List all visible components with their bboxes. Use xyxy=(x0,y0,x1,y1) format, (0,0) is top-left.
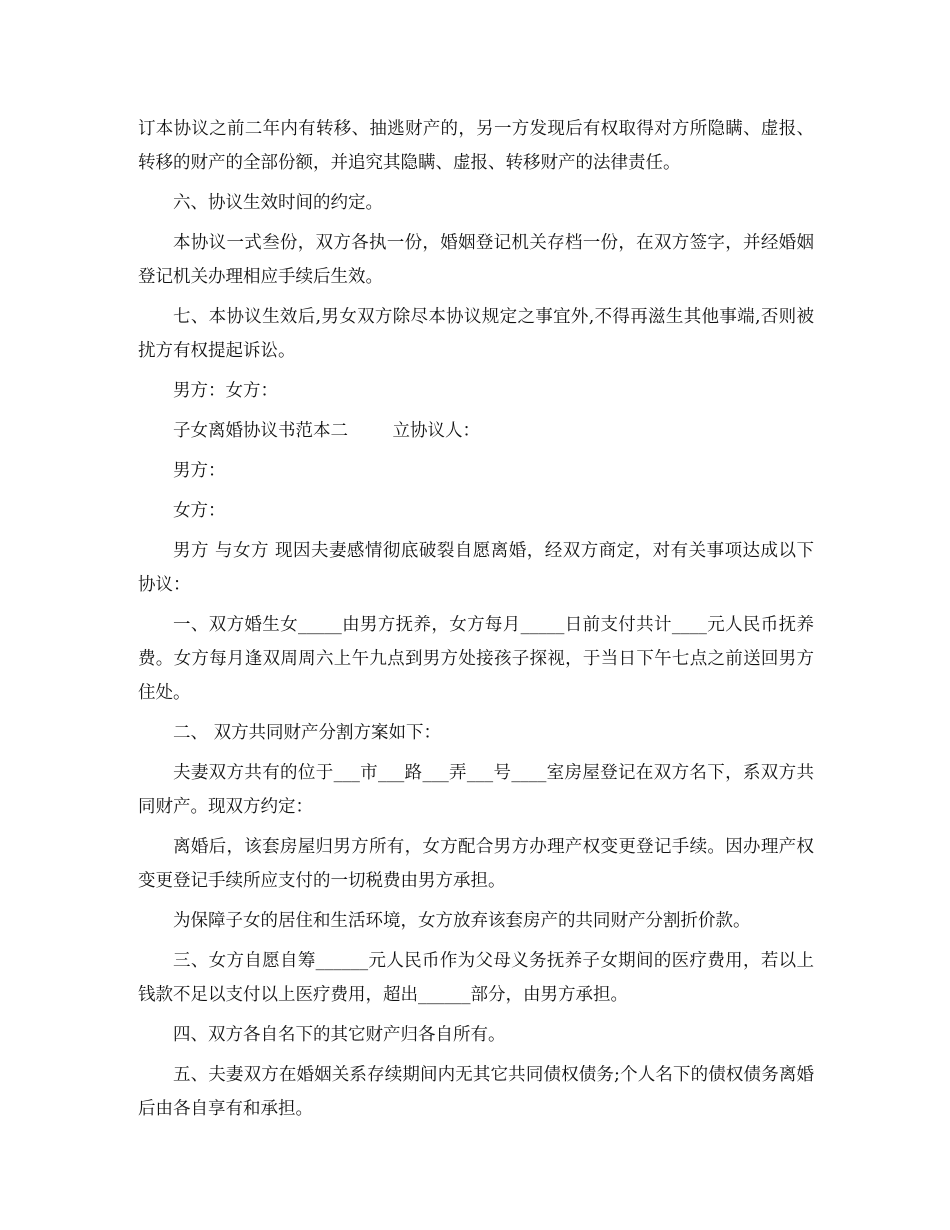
paragraph: 订本协议之前二年内有转移、抽逃财产的，另一方发现后有权取得对方所隐瞒、虚报、转移的财产的全部份额，并追究其隐瞒、虚报、转移财产的法律责任。 xyxy=(138,119,814,173)
party-male: 男方： xyxy=(173,461,226,481)
paragraph: 本协议一式叁份，双方各执一份，婚姻登记机关存档一份，在双方签字，并经婚姻登记机关办理相应手续后生效。 xyxy=(138,233,814,287)
clause-paragraph: 四、双方各自名下的其它财产归各自所有。 xyxy=(173,1025,506,1045)
paragraph: 七、本协议生效后,男女双方除尽本协议规定之事宜外,不得再滋生其他事端,否则被扰方有权提起诉讼。 xyxy=(138,307,814,361)
paragraph: 男方 与女方 现因夫妻感情彻底破裂自愿离婚，经双方商定，对有关事项达成以下协议： xyxy=(138,541,814,595)
clause-paragraph: 一、双方婚生女_____由男方抚养，女方每月_____日前支付共计____元人民币抚养费。女方每月逢双周周六上午九点到男方处接孩子探视，于当日下午七点之前送回男方住处。 xyxy=(138,615,814,703)
signature-line: 男方：女方： xyxy=(173,381,278,401)
document-body xyxy=(138,112,814,1132)
template-title: 子女离婚协议书范本二 立协议人： xyxy=(173,421,481,441)
paragraph: 离婚后，该套房屋归男方所有，女方配合男方办理产权变更登记手续。因办理产权变更登记手续所应支付的一切税费由男方承担。 xyxy=(138,837,814,891)
section-heading: 二、 双方共同财产分割方案如下： xyxy=(173,723,442,743)
clause-paragraph: 三、女方自愿自筹______元人民币作为父母义务抚养子女期间的医疗费用，若以上钱款不足以支付以上医疗费用，超出______部分，由男方承担。 xyxy=(138,951,814,1005)
paragraph: 夫妻双方共有的位于___市___路___弄___号____室房屋登记在双方名下，系双方共同财产。现双方约定： xyxy=(138,763,814,817)
clause-paragraph: 五、夫妻双方在婚姻关系存续期间内无其它共同债权债务;个人名下的债权债务离婚后由各自享有和承担。 xyxy=(138,1065,814,1119)
party-female: 女方： xyxy=(173,501,226,521)
section-heading: 六、协议生效时间的约定。 xyxy=(173,193,383,213)
paragraph: 为保障子女的居住和生活环境，女方放弃该套房产的共同财产分割折价款。 xyxy=(173,911,751,931)
